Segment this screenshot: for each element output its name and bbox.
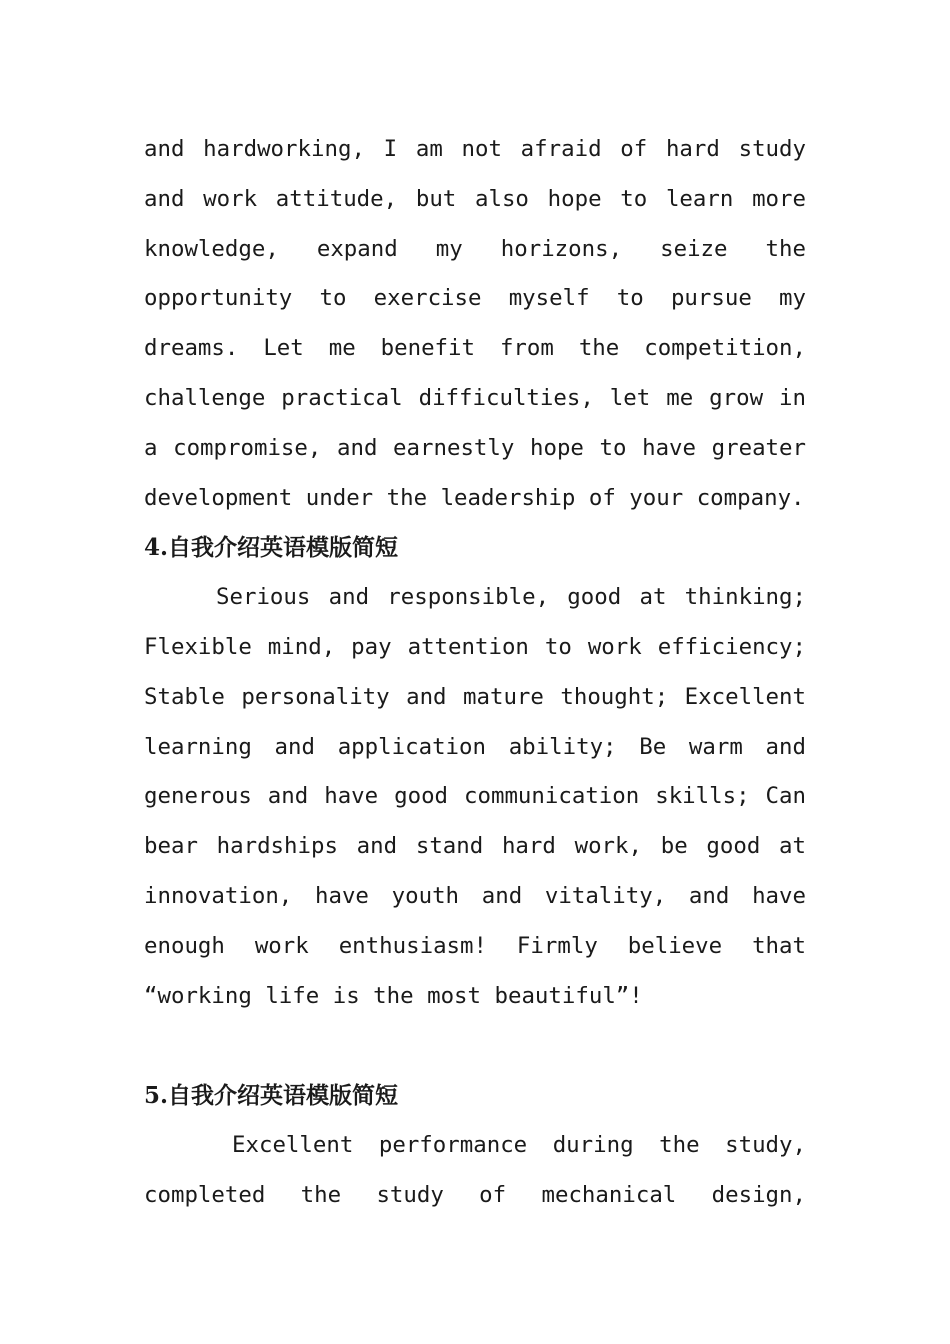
paragraph-continued: and hardworking, I am not afraid of hard study and work attitude, but also hope to learn more knowledge, expand my horizons, seize the opportunity to exercise myself to pursue my dreams. Let me benefit from the competition, challenge practical difficulties, let me grow in a compromise, and earnestly hope to have greater development under the leadership of your company.	[144, 136, 806, 511]
paragraph-section-4: Serious and responsible, good at thinking; Flexible mind, pay attention to work efficiency; Stable personality and mature thought; Excellent learning and application ability; Be warm and generous and have good communication skills; Can bear hardships and stand hard work, be good at innovation, have youth and vitality, and have enough work enthusiasm! Firmly believe that “working life is the most beautiful”!	[144, 584, 806, 1009]
blank-line	[144, 1021, 806, 1071]
paragraph-section-5: Excellent performance during the study, completed the study of mechanical design,	[144, 1131, 806, 1208]
section-heading-5: 5.自我介绍英语模版简短	[144, 1082, 399, 1110]
section-heading-4: 4.自我介绍英语模版简短	[144, 534, 399, 562]
document-body	[144, 125, 806, 1221]
